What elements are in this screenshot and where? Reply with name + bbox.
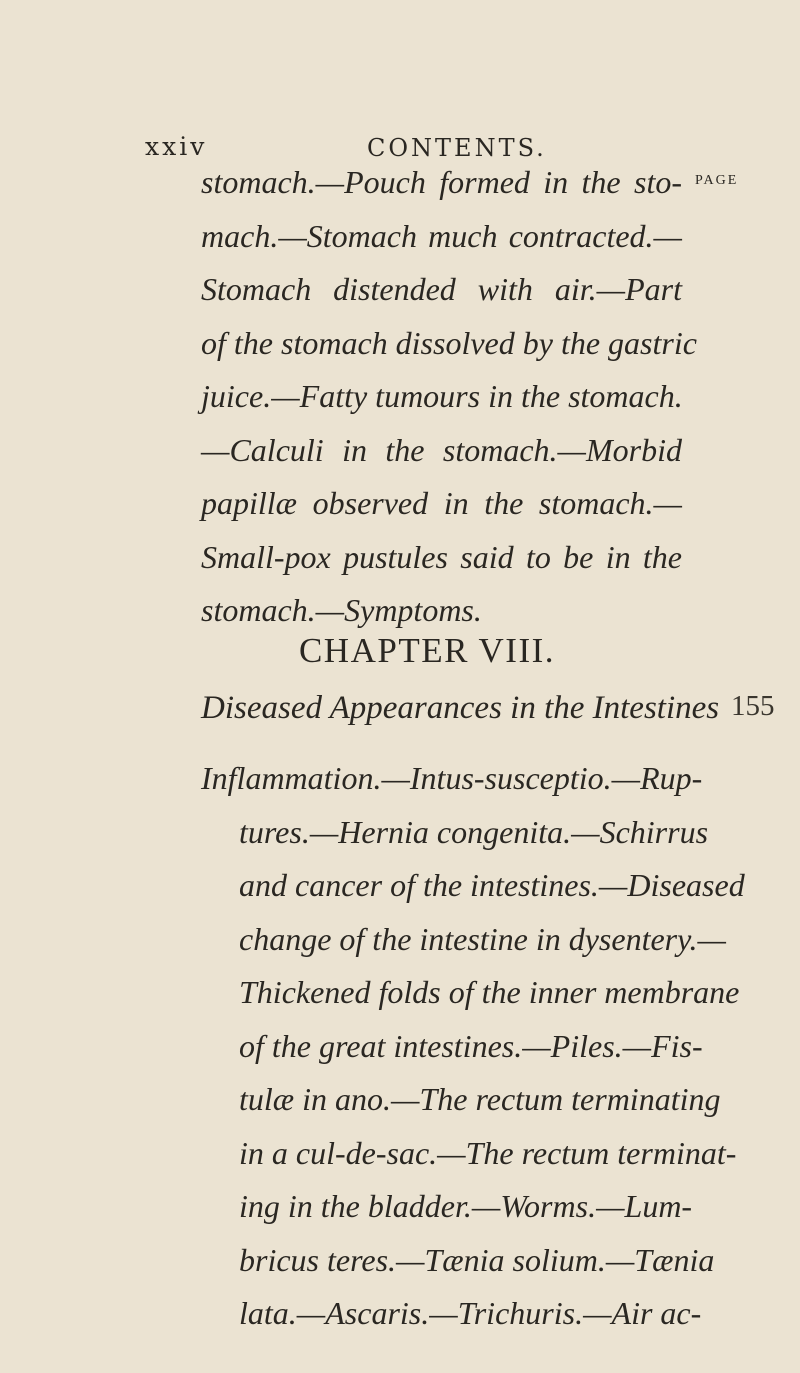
chapter-heading: CHAPTER VIII.	[298, 631, 556, 670]
chapter-title: Diseased Appearances in the Intestines	[201, 690, 720, 726]
text-line: mach.—Stomach much contracted.—	[201, 217, 682, 254]
text-line: Thickened folds of the inner membrane	[239, 974, 740, 1010]
text-line: ing in the bladder.—Worms.—Lum-	[239, 1188, 693, 1224]
text-line: tures.—Hernia congenita.—Schirrus	[239, 813, 709, 850]
chapter-page-number: 155	[731, 690, 775, 722]
text-line: bricus teres.—Tænia solium.—Tænia	[239, 1241, 715, 1278]
intestines-contents-paragraph	[201, 752, 745, 1341]
text-line: change of the intestine in dysentery.—	[239, 920, 726, 957]
text-line: tulæ in ano.—The rectum terminating	[239, 1081, 721, 1117]
page-column-label: PAGE	[695, 173, 739, 188]
text-line: —Calculi in the stomach.—Morbid	[201, 431, 682, 468]
text-line: stomach.—Pouch formed in the sto-	[201, 164, 682, 200]
text-line: stomach.—Symptoms.	[201, 592, 482, 628]
text-line: Small-pox pustules said to be in the	[201, 538, 682, 575]
text-line: papillæ observed in the stomach.—	[201, 485, 682, 521]
text-line: lata.—Ascaris.—Trichuris.—Air ac-	[239, 1295, 702, 1331]
running-head: CONTENTS.	[367, 134, 547, 162]
text-line: juice.—Fatty tumours in the stomach.	[201, 378, 683, 414]
text-line: in a cul-de-sac.—The rectum terminat-	[239, 1134, 737, 1171]
text-line: Stomach distended with air.—Part	[201, 271, 682, 307]
page-folio: xxiv	[145, 132, 208, 161]
text-line: Inflammation.—Intus-susceptio.—Rup-	[201, 760, 703, 796]
text-line: and cancer of the intestines.—Diseased	[239, 867, 745, 903]
text-line: of the stomach dissolved by the gastric	[201, 324, 697, 361]
text-line: of the great intestines.—Piles.—Fis-	[239, 1027, 703, 1064]
stomach-contents-paragraph	[201, 156, 697, 638]
